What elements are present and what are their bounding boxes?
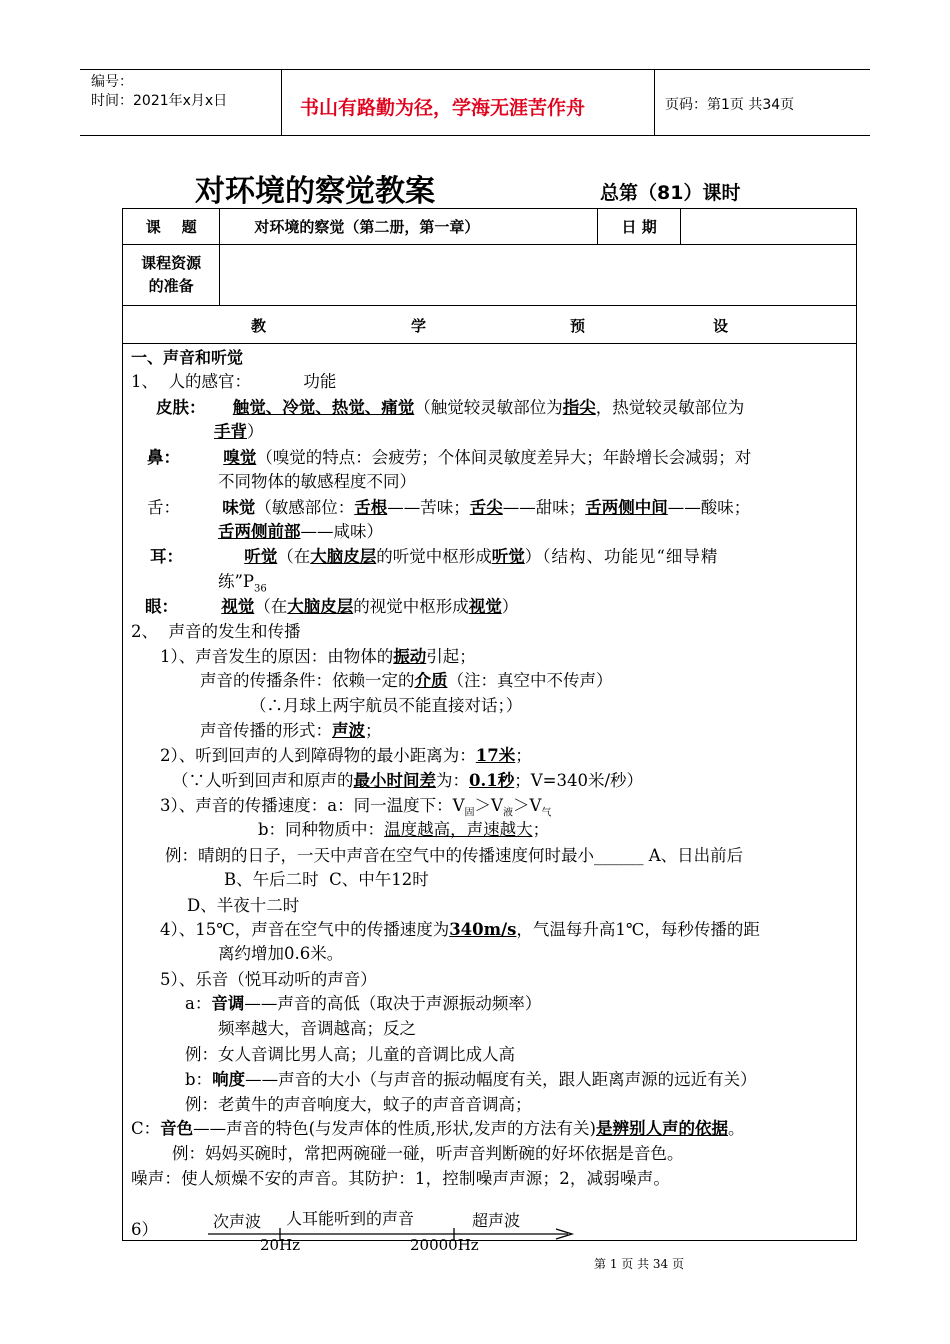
- point-2-min-time: 最小时间差: [353, 771, 436, 790]
- page-title: 对环境的察觉教案: [195, 174, 435, 209]
- point-3-gas: 气: [541, 807, 552, 819]
- timbre-example: 例：妈妈买碗时，常把两碗碰一碰，听声音判断碗的好坏依据是音色。: [172, 1144, 684, 1163]
- date-value-cell: [681, 209, 857, 245]
- point-3-solid: 固: [464, 807, 475, 819]
- point-3-c: ＞V: [512, 796, 542, 815]
- point-4-a: 4）、15℃，声音在空气中的传播速度为: [160, 920, 450, 939]
- nose-note: （嗅觉的特点：会疲劳；个体间灵敏度差异大；年龄增长会减弱；对: [256, 448, 752, 467]
- ear-ref: 练”P: [218, 572, 255, 591]
- example-1-question: 例：晴朗的日子，一天中声音在空气中的传播速度何时最小: [165, 846, 594, 865]
- loudness-prefix: b：: [185, 1070, 213, 1089]
- tongue-sides-middle: 舌两侧中间: [585, 498, 668, 517]
- topic-value-cell: [220, 209, 598, 245]
- tongue-root: 舌根: [354, 498, 388, 517]
- point-4-line-2: 离约增加0.6米。: [218, 944, 344, 963]
- ear-line: [150, 545, 718, 570]
- point-6-label: 6）: [131, 1220, 158, 1239]
- point-1-h: 声音传播的形式：: [200, 721, 332, 740]
- eye-vision: 视觉: [221, 597, 255, 616]
- timbre-end: 。: [728, 1119, 745, 1138]
- ear-note-2: 的听觉中枢形成: [376, 547, 492, 566]
- skin-line: [156, 396, 744, 421]
- point-4-line: [160, 918, 760, 943]
- skin-back-of-hand: 手背: [214, 422, 247, 441]
- point-1-f: （注：真空中不传声）: [447, 671, 613, 690]
- ear-hearing-2: 听觉: [491, 547, 525, 566]
- date-label: 日 期: [621, 218, 657, 236]
- point-2-f: 为：: [436, 771, 469, 790]
- header-top-rule: [80, 69, 870, 70]
- nose-smell: 嗅觉: [223, 448, 257, 467]
- ear-note-1: （在: [277, 547, 311, 566]
- section-char-4: 设: [713, 317, 729, 335]
- point-4-speed: 340m/s: [449, 920, 517, 939]
- pitch-line: [185, 992, 541, 1017]
- eye-note-2: 的视觉中枢形成: [353, 597, 469, 616]
- axis-audible: 人耳能听到的声音: [286, 1209, 415, 1228]
- point-3-line-2: [258, 818, 549, 843]
- tongue-tip: 舌尖: [469, 498, 503, 517]
- point-1-j: ；: [365, 721, 382, 740]
- point-1-medium: 介质: [414, 671, 448, 690]
- section-heading-cell: [123, 306, 857, 344]
- point-2-line-2: [172, 769, 643, 794]
- point-2-distance: 17米: [475, 746, 516, 765]
- header-motto: 书山有路勤为径，学海无涯苦作舟: [300, 97, 586, 119]
- eye-label: 眼：: [145, 597, 178, 616]
- point-1-d: 声音的传播条件：依赖一定的: [200, 671, 415, 690]
- point-3-liquid: 液: [502, 807, 513, 819]
- topic-label: 课 题: [145, 218, 197, 236]
- lesson-count: 总第（81）课时: [600, 182, 741, 204]
- ear-note-3: ）（结构、功能见“细导精: [524, 547, 719, 566]
- section-char-2: 学: [411, 317, 427, 335]
- point-1-c: 引起；: [426, 647, 476, 666]
- skin-senses: 触觉、冷觉、热觉、痛觉: [232, 398, 415, 417]
- point-1-line-2: [200, 669, 613, 694]
- point-2-line: [160, 744, 532, 769]
- point-1-vibration: 振动: [393, 647, 427, 666]
- skin-line-2: [214, 420, 264, 445]
- tongue-note-2: ——苦味；: [387, 498, 470, 517]
- tongue-taste: 味觉: [222, 498, 256, 517]
- section-2-title: 2、 声音的发生和传播: [131, 622, 301, 641]
- point-1-line-4: [200, 719, 382, 744]
- tongue-note-3: ——甜味；: [502, 498, 586, 517]
- eye-line: [145, 595, 518, 620]
- nose-line: [147, 446, 751, 471]
- noise-line: 噪声：使人烦燥不安的声音。其防护：1，控制噪声声源；2，减弱噪声。: [131, 1169, 671, 1188]
- point-3-b: ＞V: [474, 796, 503, 815]
- point-2-d: （∵人听到回声和原声的: [172, 771, 354, 790]
- senses-heading: 1、 人的感官： 功能: [131, 372, 337, 391]
- example-1-blank: ______: [594, 846, 644, 865]
- point-1-line: [160, 645, 476, 670]
- resource-label-line2: 的准备: [148, 277, 194, 295]
- point-2-h: ；V=340米/秒）: [514, 771, 644, 790]
- point-2-a: 2）、听到回声的人到障碍物的最小距离为：: [160, 746, 476, 765]
- skin-note-2: ，热觉较灵敏部位为: [595, 398, 745, 417]
- point-3-f: ；: [532, 820, 550, 839]
- section-char-3: 预: [570, 317, 586, 335]
- skin-fingertip: 指尖: [562, 398, 596, 417]
- resource-label-cell: [123, 245, 220, 306]
- header-page: 页码：第1页 共34页: [665, 97, 795, 113]
- skin-note-1: （触觉较灵敏部位为: [414, 398, 563, 417]
- header-number: 编号：: [91, 74, 133, 90]
- ear-ref-sub: 36: [254, 583, 267, 595]
- header-bottom-rule: [80, 135, 870, 136]
- axis-20hz: 20Hz: [260, 1236, 301, 1254]
- skin-label: 皮肤：: [156, 398, 206, 417]
- example-1-line: [165, 844, 743, 869]
- point-5-line: 5）、乐音（悦耳动听的声音）: [160, 970, 377, 989]
- tongue-sides-front: 舌两侧前部: [218, 522, 301, 541]
- point-1-line-3: （∴月球上两宇航员不能直接对话；）: [250, 696, 523, 715]
- tongue-note-4: ——酸味；: [667, 498, 751, 517]
- pitch-term: 音调: [211, 994, 245, 1013]
- loudness-example: 例：老黄牛的声音响度大，蚊子的声音音调高；: [185, 1095, 532, 1114]
- tongue-line: [147, 496, 750, 521]
- tongue-label: 舌：: [147, 498, 180, 517]
- topic-value: 对环境的察觉（第二册，第一章）: [254, 218, 480, 236]
- pitch-definition: ——声音的高低（取决于声源振动频率）: [244, 994, 542, 1013]
- eye-vision-2: 视觉: [468, 597, 502, 616]
- nose-note-2: 不同物体的敏感程度不同）: [218, 472, 416, 491]
- point-2-time: 0.1秒: [469, 771, 515, 790]
- header-date: 时间：2021年x月x日: [91, 93, 228, 109]
- pitch-prefix: a：: [185, 994, 212, 1013]
- tongue-note-1: （敏感部位：: [255, 498, 355, 517]
- timbre-purpose: 是辨别人声的依据: [596, 1119, 728, 1138]
- timbre-term: 音色: [160, 1119, 194, 1138]
- point-3-d: b：同种物质中：: [258, 820, 385, 839]
- tongue-note-5: ——咸味）: [300, 522, 383, 541]
- date-label-cell: [598, 209, 681, 245]
- axis-infrasound: 次声波: [213, 1212, 262, 1231]
- resource-value-cell: [220, 245, 857, 306]
- eye-note-3: ）: [501, 597, 519, 616]
- timbre-line: [131, 1117, 745, 1142]
- point-3-temp-rule: 温度越高，声速越大: [384, 820, 533, 839]
- axis-20000hz: 20000Hz: [410, 1236, 479, 1254]
- timbre-definition: ——声音的特色(与发声体的性质,形状,发声的方法有关): [193, 1119, 596, 1138]
- footer-page-number: 第 1 页 共 34 页: [594, 1257, 684, 1271]
- timbre-prefix: C：: [131, 1119, 161, 1138]
- skin-note-3: ）: [247, 422, 264, 441]
- pitch-example: 例：女人音调比男人高；儿童的音调比成人高: [185, 1045, 515, 1064]
- example-1-options-bc: B、午后二时 C、中午12时: [224, 870, 429, 889]
- loudness-definition: ——声音的大小（与声音的振动幅度有关，跟人距离声源的远近有关）: [245, 1070, 757, 1089]
- loudness-term: 响度: [212, 1070, 246, 1089]
- ear-label: 耳：: [150, 547, 183, 566]
- axis-ultrasound: 超声波: [472, 1211, 521, 1230]
- example-1-option-a: A、日出前后: [643, 846, 744, 865]
- tongue-line-2: [218, 520, 383, 545]
- resource-label-line1: 课程资源: [141, 254, 202, 272]
- section-char-1: 教: [251, 317, 267, 335]
- point-2-c: ；: [515, 746, 532, 765]
- point-1-a: 1）、声音发生的原因：由物体的: [160, 647, 394, 666]
- example-1-option-d: D、半夜十二时: [187, 896, 300, 915]
- header-divider-right: [654, 69, 655, 136]
- topic-label-cell: [123, 209, 220, 245]
- ear-cortex: 大脑皮层: [310, 547, 377, 566]
- section-1-title: 一、声音和听觉: [131, 348, 244, 367]
- eye-note-1: （在: [254, 597, 288, 616]
- ear-hearing: 听觉: [244, 547, 278, 566]
- eye-cortex: 大脑皮层: [287, 597, 354, 616]
- header-divider-left: [281, 69, 282, 136]
- pitch-rule: 频率越大，音调越高；反之: [218, 1019, 416, 1038]
- nose-label: 鼻：: [147, 448, 180, 467]
- point-1-wave: 声波: [332, 721, 365, 740]
- point-3-a: 3）、声音的传播速度：a：同一温度下：V: [160, 796, 465, 815]
- loudness-line: [185, 1068, 757, 1093]
- point-4-c: ，气温每升高1℃，每秒传播的距: [516, 920, 760, 939]
